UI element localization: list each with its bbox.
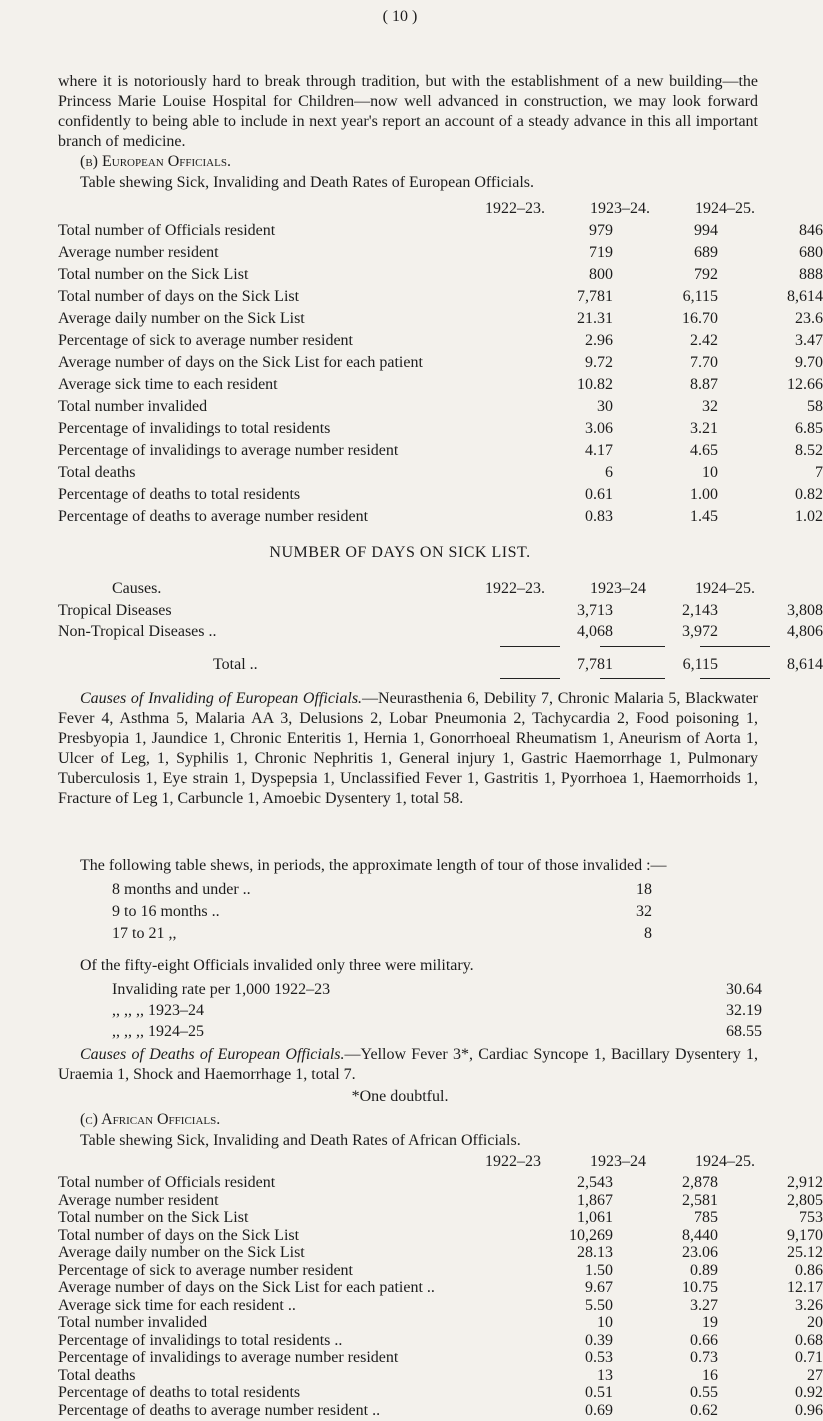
african-row-value: 0.68 xyxy=(795,1331,823,1349)
european-row-label: Percentage of invalidings to average number resident xyxy=(58,442,399,459)
african-row-value: 28.13 xyxy=(577,1244,613,1261)
tour-row-value: 8 xyxy=(644,925,652,942)
eu-year-3: 1924–25. xyxy=(695,200,755,217)
death-causes-heading: Causes of Deaths of European Officials. xyxy=(80,1046,345,1063)
african-row-value: 2,581 xyxy=(682,1191,718,1209)
european-row-value: 0.82 xyxy=(795,486,823,503)
european-row-label: Percentage of sick to average number resident xyxy=(58,332,353,349)
european-row xyxy=(58,419,823,439)
european-row-label: Total number invalided xyxy=(58,398,208,415)
african-row-value: 0.53 xyxy=(585,1349,613,1366)
african-row-value: 2,878 xyxy=(682,1174,718,1191)
rate-row xyxy=(112,980,762,1000)
days-row-value: 4,806 xyxy=(787,623,823,640)
european-row xyxy=(58,331,823,351)
african-row-label: Total number on the Sick List xyxy=(58,1209,249,1226)
european-row xyxy=(58,441,823,461)
european-row-label: Average number of days on the Sick List for each patient xyxy=(58,354,423,371)
african-row-value: 0.69 xyxy=(585,1401,613,1419)
african-row-value: 1,061 xyxy=(577,1209,613,1226)
european-row-value: 16.70 xyxy=(682,310,718,327)
european-row-value: 994 xyxy=(694,222,718,239)
african-row-label: Total number of Officials resident xyxy=(58,1174,276,1191)
african-row-label: Percentage of invalidings to total residents .. xyxy=(58,1331,343,1349)
days-table-title: NUMBER OF DAYS ON SICK LIST. xyxy=(269,544,531,561)
african-row-value: 753 xyxy=(799,1209,823,1226)
tour-row-label: 17 to 21 ,, xyxy=(112,925,177,942)
european-row xyxy=(58,375,823,395)
african-row-value: 2,912 xyxy=(787,1174,823,1191)
european-row-value: 7,781 xyxy=(577,288,613,305)
african-row-value: 2,543 xyxy=(577,1174,613,1191)
rule xyxy=(500,646,560,647)
european-row-value: 21.31 xyxy=(577,310,613,327)
african-row-label: Average number resident xyxy=(58,1191,219,1209)
african-row-value: 0.96 xyxy=(795,1401,823,1419)
european-row-label: Percentage of deaths to average number resident xyxy=(58,508,369,525)
european-row xyxy=(58,221,823,241)
death-causes-text: —Yellow Fever 3*, Cardiac Syncope 1, Bacillary Dysentery 1, Uraemia 1, Shock and Haemorrhage 1, total 7. xyxy=(58,1046,759,1083)
european-row-value: 7 xyxy=(815,464,823,481)
african-row-value: 8,440 xyxy=(682,1226,718,1244)
european-row-value: 846 xyxy=(799,222,823,239)
days-row xyxy=(58,601,823,621)
tour-row-label: 9 to 16 months .. xyxy=(112,903,220,920)
invaliding-causes-heading: Causes of Invaliding of European Officials. xyxy=(80,690,363,707)
european-row-value: 58 xyxy=(807,398,823,415)
rule xyxy=(600,646,665,647)
rate-row-value: 30.64 xyxy=(726,981,762,998)
african-row-label: Total number of days on the Sick List xyxy=(58,1226,300,1244)
european-row-label: Percentage of deaths to total residents xyxy=(58,486,301,503)
european-row-value: 23.6 xyxy=(795,310,823,327)
european-row xyxy=(58,243,823,263)
african-row-value: 3.26 xyxy=(795,1296,823,1314)
african-row-label: Average daily number on the Sick List xyxy=(58,1244,305,1261)
african-row-label: Percentage of sick to average number resident xyxy=(58,1261,353,1279)
european-row xyxy=(58,287,823,307)
african-row-label: Average sick time for each resident .. xyxy=(58,1296,296,1314)
days-row xyxy=(58,622,823,642)
rate-row-label: Invaliding rate per 1,000 1922–23 xyxy=(112,981,331,998)
european-row-value: 1.45 xyxy=(690,508,718,525)
african-row-value: 16 xyxy=(702,1366,718,1384)
african-row-value: 0.51 xyxy=(585,1384,613,1401)
african-row-value: 0.66 xyxy=(690,1331,718,1349)
days-total-3: 8,614 xyxy=(787,656,823,673)
footnote: *One doubtful. xyxy=(351,1088,449,1105)
european-row-label: Percentage of invalidings to total residents xyxy=(58,420,331,437)
military-note: Of the fifty-eight Officials invalided only three were military. xyxy=(80,957,474,974)
european-row-value: 30 xyxy=(597,398,613,415)
european-row-label: Total number of days on the Sick List xyxy=(58,288,300,305)
european-row-value: 6 xyxy=(605,464,613,481)
african-row-value: 3.27 xyxy=(690,1296,718,1314)
days-total-row xyxy=(58,655,823,675)
intro-paragraph: where it is notoriously hard to break through tradition, but with the establishment of a new building—the Princess Marie Louise Hospital for Children—now well advanced in construction, we may look forward confidently to being able to include in next year's report an account of a steady advance in this all important branch of medicine. xyxy=(58,73,758,150)
tour-row xyxy=(112,924,652,944)
days-row-value: 3,713 xyxy=(577,602,613,619)
african-row-value: 0.73 xyxy=(690,1349,718,1366)
european-row-value: 4.65 xyxy=(690,442,718,459)
european-row-value: 680 xyxy=(799,244,823,261)
european-row-value: 800 xyxy=(589,266,613,283)
days-row-label: Tropical Diseases xyxy=(58,602,172,619)
african-row-value: 1,867 xyxy=(577,1191,613,1209)
tour-row xyxy=(112,902,652,922)
european-row-value: 2.42 xyxy=(690,332,718,349)
european-row-value: 1.00 xyxy=(690,486,718,503)
european-row-value: 6.85 xyxy=(795,420,823,437)
african-row-value: 23.06 xyxy=(682,1244,718,1261)
days-year-3: 1924–25. xyxy=(695,580,755,597)
section-b-heading: (b) European Officials. xyxy=(80,153,231,170)
death-causes xyxy=(58,1045,758,1085)
african-row-value: 10 xyxy=(597,1314,613,1331)
african-row-value: 27 xyxy=(807,1366,823,1384)
european-row-value: 3.06 xyxy=(585,420,613,437)
tour-row xyxy=(112,880,652,900)
european-row-value: 792 xyxy=(694,266,718,283)
african-row-value: 785 xyxy=(694,1209,718,1226)
rule xyxy=(500,678,560,679)
european-row-value: 979 xyxy=(589,222,613,239)
european-row xyxy=(58,265,823,285)
rate-row-label: ,, ,, ,, 1923–24 xyxy=(112,1002,204,1019)
european-row-value: 3.21 xyxy=(690,420,718,437)
days-total-1: 7,781 xyxy=(577,656,613,673)
african-row-value: 0.86 xyxy=(795,1261,823,1279)
days-total-label: Total .. xyxy=(213,656,258,673)
african-row-value: 25.12 xyxy=(787,1244,823,1261)
days-row-value: 2,143 xyxy=(682,602,718,619)
european-row-label: Total deaths xyxy=(58,464,136,481)
african-row-label: Average number of days on the Sick List for each patient .. xyxy=(58,1279,435,1296)
african-row-label: Percentage of deaths to average number resident .. xyxy=(58,1401,381,1419)
european-row-label: Average sick time to each resident xyxy=(58,376,278,393)
african-row-value: 20 xyxy=(807,1314,823,1331)
rate-row-value: 32.19 xyxy=(726,1002,762,1019)
tour-row-value: 32 xyxy=(636,903,652,920)
european-row-value: 8.87 xyxy=(690,376,718,393)
european-row-value: 0.83 xyxy=(585,508,613,525)
african-row-value: 19 xyxy=(702,1314,718,1331)
european-row-value: 0.61 xyxy=(585,486,613,503)
african-row-value: 0.71 xyxy=(795,1349,823,1366)
african-row-value: 0.89 xyxy=(690,1261,718,1279)
european-row-value: 689 xyxy=(694,244,718,261)
european-row-value: 8,614 xyxy=(787,288,823,305)
european-row-label: Total number of Officials resident xyxy=(58,222,276,239)
european-row-label: Average number resident xyxy=(58,244,219,261)
rule xyxy=(700,678,770,679)
european-row-value: 2.96 xyxy=(585,332,613,349)
tour-row-label: 8 months and under .. xyxy=(112,881,251,898)
section-c-heading: (c) African Officials. xyxy=(80,1111,221,1128)
european-row xyxy=(58,485,823,505)
african-row-value: 2,805 xyxy=(787,1191,823,1209)
european-row xyxy=(58,353,823,373)
african-row-label: Percentage of deaths to total residents xyxy=(58,1384,301,1401)
european-row xyxy=(58,309,823,329)
european-row-value: 3.47 xyxy=(795,332,823,349)
african-row-value: 10.75 xyxy=(682,1279,718,1296)
days-row-label: Non-Tropical Diseases .. xyxy=(58,623,217,640)
european-row-value: 888 xyxy=(799,266,823,283)
days-row-value: 3,808 xyxy=(787,602,823,619)
african-row-value: 9.67 xyxy=(585,1279,613,1296)
rate-row-label: ,, ,, ,, 1924–25 xyxy=(112,1023,204,1040)
african-row-value: 0.62 xyxy=(690,1401,718,1419)
african-row-value: 10,269 xyxy=(569,1226,613,1244)
european-row-value: 12.66 xyxy=(787,376,823,393)
european-row-value: 719 xyxy=(589,244,613,261)
african-row xyxy=(58,1401,823,1421)
european-row-label: Total number on the Sick List xyxy=(58,266,249,283)
european-row xyxy=(58,463,823,483)
african-row-value: 1.50 xyxy=(585,1261,613,1279)
tour-intro: The following table shews, in periods, the approximate length of tour of those invalided :— xyxy=(80,857,667,874)
tour-row-value: 18 xyxy=(636,881,652,898)
african-row-label: Total number invalided xyxy=(58,1314,208,1331)
rate-row xyxy=(112,1001,762,1021)
days-row-value: 4,068 xyxy=(577,623,613,640)
rate-row-value: 68.55 xyxy=(726,1023,762,1040)
african-row-label: Percentage of invalidings to average number resident xyxy=(58,1349,399,1366)
af-year-3: 1924–25. xyxy=(695,1153,755,1170)
african-row-value: 0.92 xyxy=(795,1384,823,1401)
african-row-label: Total deaths xyxy=(58,1366,136,1384)
page-number: ( 10 ) xyxy=(382,8,418,25)
eu-year-1: 1922–23. xyxy=(485,200,545,217)
european-table-title: Table shewing Sick, Invaliding and Death Rates of European Officials. xyxy=(80,174,535,191)
days-year-2: 1923–24 xyxy=(590,580,646,597)
rate-row xyxy=(112,1022,762,1042)
african-row-value: 12.17 xyxy=(787,1279,823,1296)
european-row-value: 9.70 xyxy=(795,354,823,371)
european-row xyxy=(58,397,823,417)
eu-year-2: 1923–24. xyxy=(590,200,650,217)
african-row-value: 0.55 xyxy=(690,1384,718,1401)
af-year-1: 1922–23 xyxy=(485,1153,541,1170)
african-table-title: Table shewing Sick, Invaliding and Death Rates of African Officials. xyxy=(80,1132,521,1149)
rule xyxy=(600,678,665,679)
african-row-value: 13 xyxy=(597,1366,613,1384)
invaliding-causes-text: —Neurasthenia 6, Debility 7, Chronic Malaria 5, Blackwater Fever 4, Asthma 5, Malaria AA 3, Delusions 2, Lobar Pneumonia 2, Tachycardia 2, Food poisoning 1, Presbyopia 1, Jaundice 1, Chronic Enteritis 1, Hernia 1, Gonorrhoeal Rheumatism 1, Aneurism of Aorta 1, Ulcer of Leg, 1, Syphilis 1, Chronic Nephritis 1, General injury 1, Gastric Haemorrhage 1, Pulmonary Tuberculosis 1, Eye strain 1, Dyspepsia 1, Unclassified Fever 1, Gastritis 1, Pyorrhoea 1, Haemorrhoids 1, Fracture of Leg 1, Carbuncle 1, Amoebic Dysentery 1, total 58. xyxy=(58,690,758,807)
european-row-value: 10 xyxy=(702,464,718,481)
af-year-2: 1923–24 xyxy=(590,1153,646,1170)
african-row-value: 0.39 xyxy=(585,1331,613,1349)
days-year-1: 1922–23. xyxy=(485,580,545,597)
days-row-value: 3,972 xyxy=(682,623,718,640)
days-total-2: 6,115 xyxy=(682,656,718,673)
european-row-value: 8.52 xyxy=(795,442,823,459)
rule xyxy=(700,646,770,647)
causes-label: Causes. xyxy=(112,580,162,597)
african-row-value: 5.50 xyxy=(585,1296,613,1314)
european-row-value: 7.70 xyxy=(690,354,718,371)
european-row-value: 6,115 xyxy=(682,288,718,305)
european-row xyxy=(58,507,823,527)
european-row-value: 4.17 xyxy=(585,442,613,459)
european-row-value: 32 xyxy=(702,398,718,415)
european-row-label: Average daily number on the Sick List xyxy=(58,310,305,327)
invaliding-causes xyxy=(58,689,758,809)
european-row-value: 9.72 xyxy=(585,354,613,371)
european-row-value: 1.02 xyxy=(795,508,823,525)
african-row-value: 9,170 xyxy=(787,1226,823,1244)
european-row-value: 10.82 xyxy=(577,376,613,393)
